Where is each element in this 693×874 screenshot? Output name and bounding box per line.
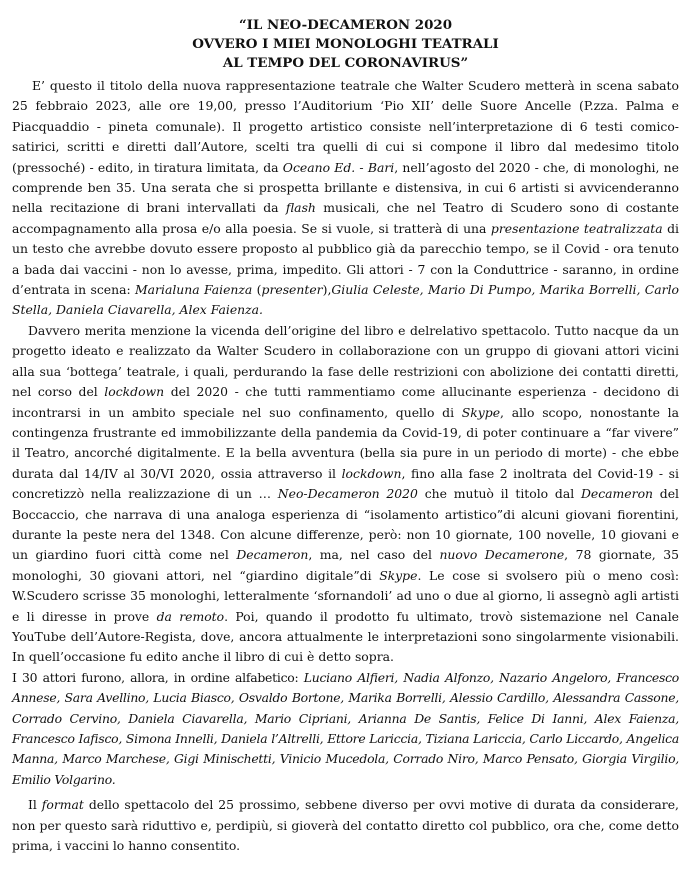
text-segment: ), — [322, 282, 332, 298]
text-segment: Il — [28, 797, 42, 813]
text-segment: che mutuò il titolo dal — [417, 486, 581, 502]
text-segment: musicali, che nel Teatro di Scudero sono di costante accompagnamento alla prosa e/o alla poesia. Se si vuole, si tratterà di una — [12, 200, 680, 236]
text-segment: E’ questo il titolo della nuova rappresentazione teatrale che Walter Scudero metterà in scena sabato 25 febbraio 2023, alle ore 19,00, presso l’Auditorium ‘Pio XII’ delle Suore Ancelle (P.zza. Palma e Piacquaddio - pineta comunale). Il progetto artistico consiste nell’interpretazione di 6 testi comico-satirici, scritti e diretti dall’Autore, scelti tra quelli di cui si compone il libro dal medesimo titolo (pressoché) - edito, in tiratura limitata, da — [12, 78, 679, 175]
italic-segment: lockdown — [341, 465, 402, 481]
italic-segment: presenter — [261, 282, 323, 298]
text-segment: del Boccaccio, che narrava di una analoga esperienza di “isolamento artistico”di alcuni giovani fiorentini, durante la peste nera del 1348. Con alcune differenze, però: non 10 giornate, 100 novelle, 10 giovani e un giardino fuori città come nel — [12, 486, 680, 563]
italic-segment: Giulia Celeste, Mario Di Pumpo, Marika Borrelli, Carlo Stella, Daniela Ciavarella, Alex Faienza. — [12, 282, 680, 318]
paragraph-actors-list — [12, 668, 679, 790]
text-segment: , allo scopo, nonostante la contingenza frustrante ed immobilizzante della pandemia da Covid-19, di poter continuare a “far vivere” il Teatro, ancorché digitalmente. E la bella avventura (bella sia pure in un periodo di morte) - che ebbe durata dal 14/IV al 30/VI 2020, ossia attraverso il — [12, 404, 679, 481]
text-segment: , nell’agosto del 2020 - che, di monologhi, ne comprende ben 35. Una serata che si prospetta brillante e distensiva, in cui 6 artisti si avvicenderanno nella recitazione di brani intervallati da — [12, 159, 679, 216]
text-segment: di un testo che avrebbe dovuto essere proposto al pubblico già da parecchio tempo, se il Covid - ora tenuto a bada dai vaccini - non lo avesse, prima, impedito. Gli attori - 7 con la Conduttrice - saranno, in ordine d’entrata in scena: — [12, 220, 679, 298]
italic-segment: nuovo Decamerone — [439, 547, 565, 563]
italic-segment: Oceano Ed. - Bari — [282, 159, 395, 175]
text-segment: Davvero merita menzione la vicenda dell’origine del libro e delrelativo spettacolo. Tutto nacque da un progetto ideato e realizzato da Walter Scudero in collaborazione con un gruppo di giovani attori vicini alla sua ‘bottega’ teatrale, i quali, perdurando la fase delle restrizioni con abolizione dei contatti diretti, nel corso del — [12, 322, 679, 400]
text-segment: , ma, nel caso del — [308, 547, 440, 563]
text-segment: . Le cose si svolsero più o meno così: W.Scudero scrisse 35 monologhi, letteralmente ‘sfornandoli’ ad uno o due al giorno, li assegnò agli artisti e li diresse in prove — [12, 567, 679, 624]
title-line-3: AL TEMPO DEL CORONAVIRUS” — [222, 55, 469, 71]
article-title — [12, 16, 679, 73]
italic-segment: da remoto — [156, 608, 225, 624]
italic-segment: Decameron — [236, 547, 309, 563]
text-segment: , fino alla fase 2 inoltrata del Covid-19 - si concretizzò nella realizzazione di un … — [12, 465, 680, 502]
text-segment: ( — [252, 282, 262, 298]
italic-segment: flash — [285, 200, 316, 216]
italic-segment: format — [41, 797, 84, 813]
paragraph-format — [12, 795, 679, 856]
italic-segment: presentazione teatralizzata — [490, 220, 663, 236]
italic-segment: Luciano Alfieri, Nadia Alfonzo, Nazario Angeloro, Francesco Annese, Sara Avellino, Lucia Biasco, Osvaldo Bortone, Marika Borrelli, Alessio Cardillo, Alessandra Cassone, Corrado Cervino, Daniela Ciavarella, Mario Cipriani, Arianna De Santis, Felice Di Ianni, Alex Faienza, Francesco Iafisco, Simona Innelli, Daniela l’Altrelli, Ettore Lariccia, Tiziana Lariccia, Carlo Liccardo, Angelica Manna, Marco Marchese, Gigi Minischetti, Vinicio Mucedola, Corrado Niro, Marco Pensato, Giorgia Virgilio, Emilio Volgarino. — [12, 669, 680, 787]
text-segment: del 2020 - che tutti rammentiamo come allucinante esperienza - decidono di incontrarsi in un ambito speciale nel suo confinamento, quello di — [12, 384, 679, 420]
italic-segment: Skype — [461, 404, 501, 420]
paragraph-origin — [12, 321, 679, 668]
italic-segment: Neo-Decameron 2020 — [277, 486, 418, 502]
paragraph-intro — [12, 76, 679, 321]
italic-segment: lockdown — [104, 384, 165, 400]
text-segment: I 30 attori furono, allora, in ordine alfabetico: — [12, 669, 304, 685]
title-line-2: OVVERO I MIEI MONOLOGHI TEATRALI — [192, 36, 499, 52]
italic-segment: Decameron — [580, 486, 654, 502]
text-segment: . Poi, quando il prodotto fu ultimato, trovò sistemazione nel Canale YouTube dell’Autore-Regista, dove, ancora attualmente le interpretazioni sono singolarmente visionabili. In quell’occasione fu edito anche il libro di cui è detto sopra. — [12, 608, 679, 665]
italic-segment: Marialuna Faienza — [134, 282, 253, 298]
italic-segment: Skype — [379, 567, 418, 583]
title-line-1: “IL NEO-DECAMERON 2020 — [238, 17, 453, 33]
text-segment: , 78 giornate, 35 monologhi, 30 giovani attori, nel “giardino digitale”di — [12, 547, 679, 583]
text-segment: dello spettacolo del 25 prossimo, sebbene diverso per ovvi motive di durata da considerare, non per questo sarà riduttivo e, perdipiù, si gioverà del contatto diretto col pubblico, ora che, come detto prima, i vaccini lo hanno consentito. — [12, 797, 679, 854]
